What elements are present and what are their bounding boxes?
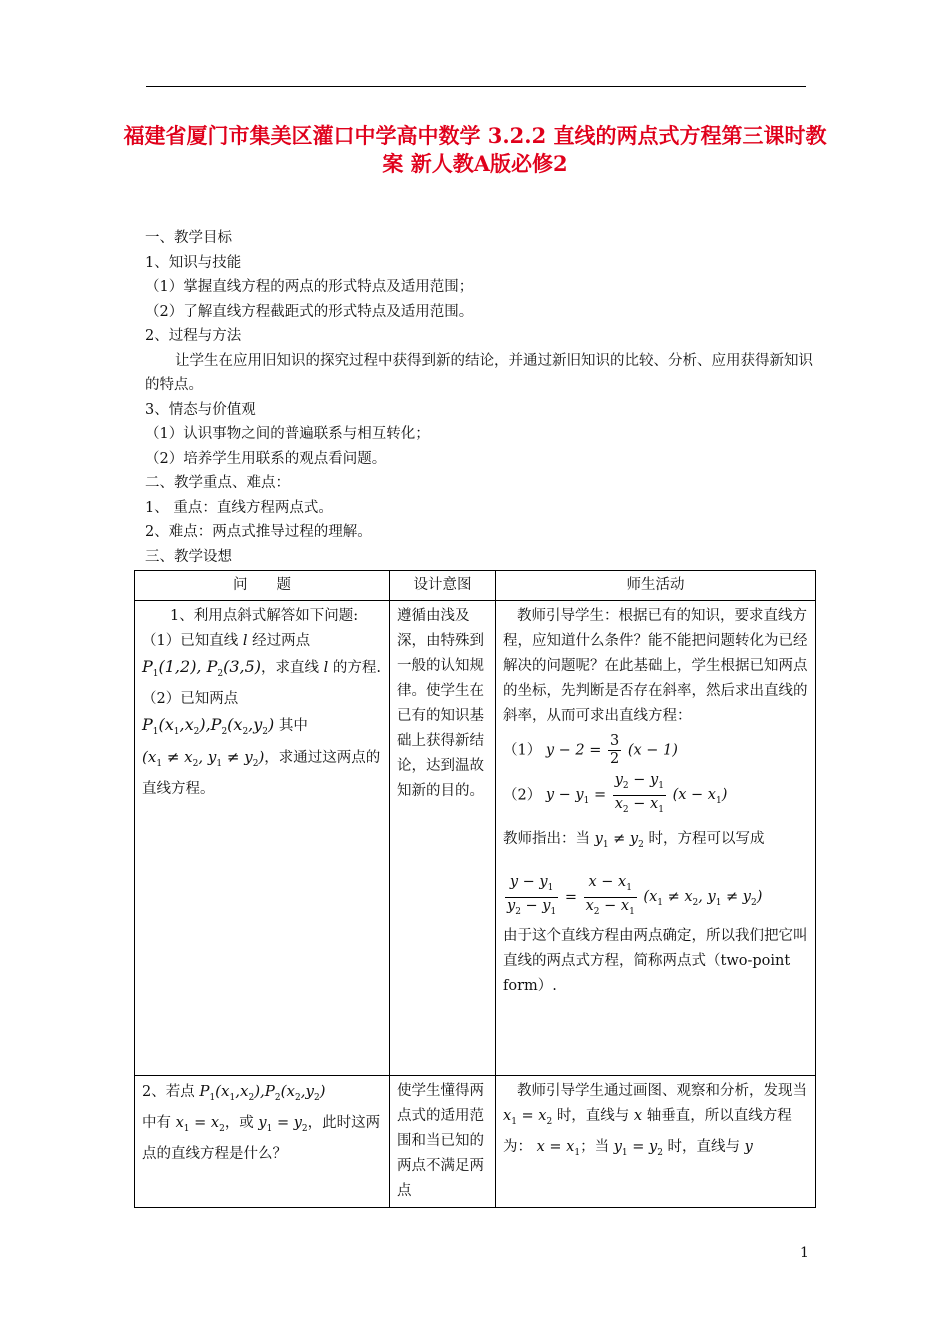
question-cell: 2、若点 $P_1(x_1,x_2),P_2(x_2,y_2)$ 中有 $x_1 = x_2$，或 $y_1 = y_2$，此时这两点的直线方程是什么？ — [135, 1076, 390, 1208]
question-intro: 1、利用点斜式解答如下问题: — [170, 608, 359, 624]
section-heading: 三、教学设想 — [145, 548, 232, 565]
activity-note: 教师指出：当 $y_1 \ne y_2$ 时，方程可以写成 — [503, 830, 765, 850]
two-point-equation: $\frac{y - y_1}{y_2 - y_1}$ = $\frac{x - x_1}{x_2 - x_1}$ ($x_1 \ne x_2$, $y_1 \ne y_2$) — [507, 873, 763, 917]
page-title: 福建省厦门市集美区灌口中学高中数学 3.2.2 直线的两点式方程第三课时教案 新人教A版必修2 — [123, 123, 827, 176]
table-row — [135, 1076, 816, 1208]
subsection-heading: 3、情态与价值观 — [145, 401, 256, 418]
list-item: （2）培养学生用联系的观点看问题。 — [145, 450, 387, 467]
intent-cell: 使学生懂得两点式的适用范围和当已知的两点不满足两点 — [390, 1076, 496, 1208]
activity-cell — [496, 601, 816, 1076]
objectives-section — [145, 226, 815, 569]
list-item: 1、 重点：直线方程两点式。 — [145, 499, 333, 516]
question-2: （2）已知两点 $P_1(x_1,x_2),P_2(x_2,y_2)$ 其中 ($x_1 \ne x_2$, $y_1 \ne y_2$)，求通过这两点的直线方程。 — [142, 691, 381, 798]
page-number: 1 — [800, 1245, 809, 1261]
section-heading: 一、教学目标 — [145, 230, 232, 246]
equation-1: （1） y − 2 = $\frac{3}{2}$ (x − 1) — [503, 733, 678, 767]
section-heading: 二、教学重点、难点： — [145, 475, 290, 491]
question-1: （1）已知直线 l 经过两点 $P_1(1,2)$, $P_2(3,5)$，求直线 l 的方程. — [142, 633, 382, 680]
activity-conclusion: 由于这个直线方程由两点确定，所以我们把它叫直线的两点式方程，简称两点式（two-point form）. — [503, 928, 808, 995]
list-item: （1）掌握直线方程的两点的形式特点及适用范围； — [145, 279, 474, 295]
table-row — [135, 601, 816, 1076]
question-cell — [135, 601, 390, 1076]
activity-cell: 教师引导学生通过画图、观察和分析，发现当 $x_1 = x_2$ 时，直线与 x 轴垂直，所以直线方程为： $x = x_1$；当 $y_1 = y_2$ 时，直线与 y — [496, 1076, 816, 1208]
column-header: 问 题 — [135, 571, 390, 601]
table-header-row — [135, 571, 816, 601]
column-header: 师生活动 — [496, 571, 816, 601]
column-header: 设计意图 — [390, 571, 496, 601]
paragraph: 让学生在应用旧知识的探究过程中获得到新的结论，并通过新旧知识的比较、分析、应用获得新知识的特点。 — [145, 352, 813, 393]
header-rule — [146, 86, 806, 87]
subsection-heading: 2、过程与方法 — [145, 328, 242, 344]
activity-paragraph: 教师引导学生：根据已有的知识，要求直线方程，应知道什么条件？能不能把问题转化为已经解决的问题呢？在此基础上，学生根据已知两点的坐标，先判断是否存在斜率，然后求出直线的斜率，从而可求出直线方程： — [503, 608, 808, 724]
equation-2: （2） $y - y_1$ = $\frac{y_2 - y_1}{x_2 - x_1}$ $(x - x_1)$ — [503, 772, 728, 815]
list-item: （1）认识事物之间的普遍联系与相互转化； — [145, 426, 430, 442]
list-item: 2、难点：两点式推导过程的理解。 — [145, 524, 372, 540]
list-item: （2）了解直线方程截距式的形式特点及适用范围。 — [145, 303, 474, 320]
subsection-heading: 1、知识与技能 — [145, 254, 242, 271]
intent-cell: 遵循由浅及深，由特殊到一般的认知规律。使学生在已有的知识基础上获得新结论，达到温故知新的目的。 — [390, 601, 496, 1076]
lesson-table — [134, 570, 816, 1208]
